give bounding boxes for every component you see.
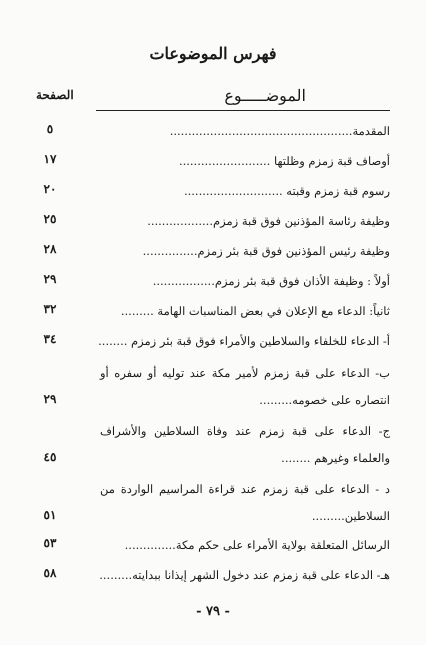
toc-entry-text: أولاً : وظيفة الأذان فوق قبة بئر زمزم................. <box>152 274 390 288</box>
toc-entry-text: الرسائل المتعلقة بولاية الأمراء على حكم مكة.............. <box>124 538 390 552</box>
toc-entry-page: ٢٨ <box>43 242 57 256</box>
toc-entry-text: ب- الدعاء على قبة زمزم لأمير مكة عند توليه أو سفره أو انتصاره على خصومه......... <box>100 366 390 407</box>
toc-entry-text: أ- الدعاء للخلفاء والسلاطين والأمراء فوق قبة بئر زمزم ........ <box>98 334 390 348</box>
toc-entry-text: المقدمة.................................................. <box>169 124 390 138</box>
toc-entry-page: ٤٥ <box>43 450 57 464</box>
toc-entry-page: ٢٩ <box>43 272 57 286</box>
toc-entry-page: ٢٩ <box>43 392 57 406</box>
toc-entry-text: وظيفة رئيس المؤذنين فوق قبة بئر زمزم............... <box>142 244 390 258</box>
subject-column-header: الموضـــــوع <box>224 86 306 105</box>
toc-entry-text: ثانياً: الدعاء مع الإعلان في بعض المناسبات الهامة ......... <box>120 304 390 318</box>
toc-entry-page: ٥٣ <box>43 536 57 550</box>
toc-entry-text: ج- الدعاء على قبة زمزم عند وفاة السلاطين والأشراف والعلماء وغيرهم ........ <box>100 424 390 465</box>
page-number: - ٧٩ - <box>196 604 230 619</box>
toc-entry-text: وظيفة رئاسة المؤذنين فوق قبة زمزم.................. <box>147 214 390 228</box>
toc-entry-text: د - الدعاء على قبة زمزم عند قراءة المراسيم الواردة من السلاطين......... <box>100 482 390 523</box>
toc-entry-page: ٢٠ <box>43 182 57 196</box>
toc-entry-page: ٣٤ <box>43 332 57 346</box>
page-title: فهرس الموضوعات <box>149 44 277 63</box>
toc-entry-page: ٥ <box>46 122 54 136</box>
toc-entry-text: رسوم قبة زمزم وقبته ........................... <box>183 184 390 198</box>
page-column-header: الصفحة <box>36 88 74 102</box>
toc-entry-text: أوصاف قبة زمزم وظلتها ......................... <box>178 154 390 168</box>
toc-entry-page: ٥١ <box>43 508 57 522</box>
toc-entry-page: ٣٢ <box>43 302 57 316</box>
toc-entry-page: ٢٥ <box>43 212 57 226</box>
toc-entry-page: ٥٨ <box>43 566 57 580</box>
toc-entry-page: ١٧ <box>43 152 57 166</box>
header-rule <box>96 110 390 111</box>
toc-entry-text: هـ- الدعاء على قبة زمزم عند دخول الشهر إيذانا ببدايته......... <box>99 568 390 582</box>
